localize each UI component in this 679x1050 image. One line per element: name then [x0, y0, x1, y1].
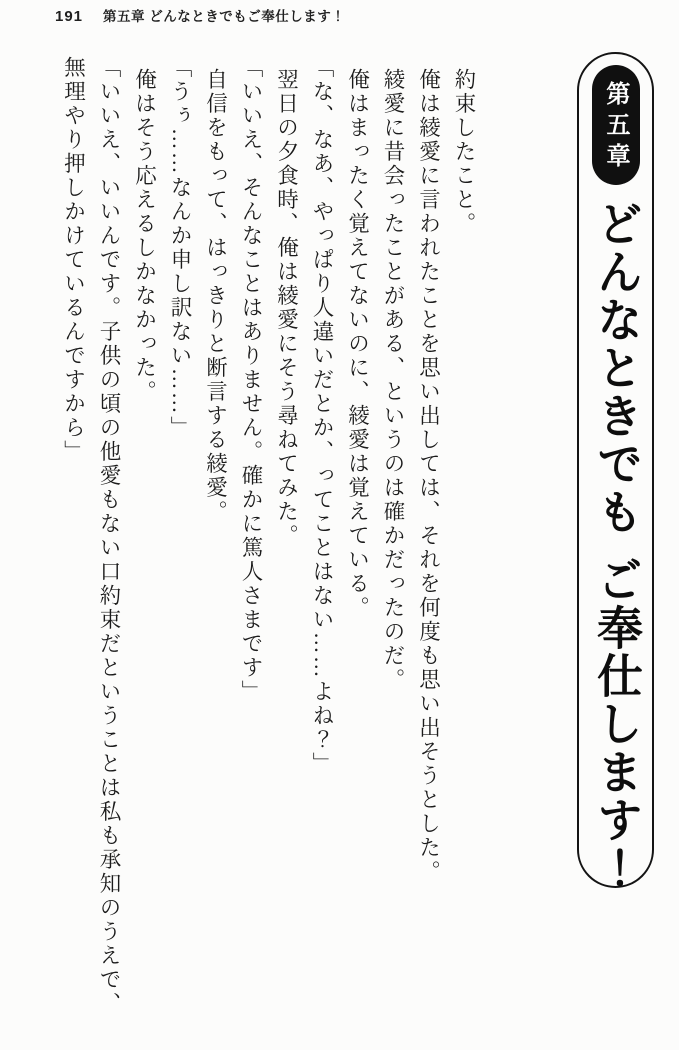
body-line: 綾愛に昔会ったことがある、というのは確かだったのだ。 [381, 67, 405, 692]
page-number: 191 [55, 8, 84, 25]
body-line-dialogue: 「いいえ、いいんです。子供の頃の他愛もない口約束だということは私も承知のうえで、 [97, 56, 121, 1016]
body-line: 俺は綾愛に言われたことを思い出しては、それを何度も思い出そうとした。 [416, 67, 441, 884]
chapter-title-part2: ご奉仕します！ [591, 556, 643, 892]
body-text [55, 56, 481, 1046]
body-line: 俺はそう応えるしかなかった。 [132, 67, 157, 404]
body-line: 翌日の夕食時、俺は綾愛にそう尋ねてみた。 [274, 67, 299, 548]
chapter-title-box [577, 52, 654, 892]
body-line-dialogue: 「いいえ、そんなことはありません。確かに篤人さまです」 [239, 56, 263, 704]
body-line-dialogue: 「うぅ……なんか申し訳ない……」 [168, 56, 192, 440]
chapter-number-pill [592, 65, 640, 185]
chapter-title-part1: どんなときでも [591, 200, 643, 536]
running-header [55, 5, 345, 25]
body-line: 俺はまったく覚えてないのに、綾愛は覚えている。 [345, 67, 370, 620]
body-line-dialogue: 「な、なあ、やっぱり人違いだとか、ってことはない……よね？」 [310, 56, 334, 776]
body-line: 約束したこと。 [452, 67, 476, 236]
chapter-title [579, 200, 652, 892]
chapter-number-label: 第五章 [602, 80, 629, 174]
body-line: 自信をもって、はっきりと断言する綾愛。 [203, 67, 228, 524]
body-line-dialogue: 無理やり押しかけているんですから」 [61, 56, 86, 464]
running-header-title: 第五章 どんなときでもご奉仕します！ [103, 9, 346, 24]
